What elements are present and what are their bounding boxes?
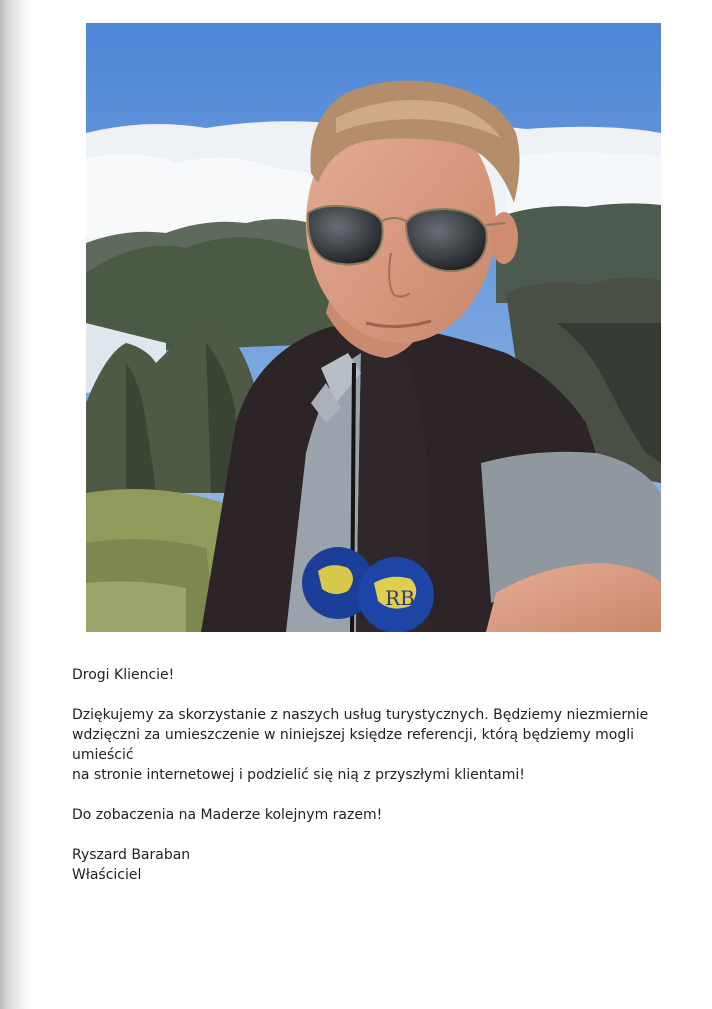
document-page: [30, 0, 712, 1009]
selfie-photo: [86, 23, 661, 632]
letter-closing: Do zobaczenia na Maderze kolejnym razem!: [72, 807, 383, 823]
letter-greeting: Drogi Kliencie!: [72, 667, 175, 683]
letter-body: [72, 705, 682, 785]
letter-body-line: na stronie internetowej i podzielić się nią z przyszłymi klientami!: [72, 767, 525, 783]
letter-body-line: wdzięczni za umieszczenie w niniejszej księdze referencji, którą będziemy mogli umieścić: [72, 727, 635, 763]
photo-illustration: [86, 23, 661, 632]
badge-text: RB: [385, 586, 415, 610]
page-edge-shadow: [0, 0, 30, 1009]
letter-signature: [72, 845, 682, 885]
thank-you-letter: [72, 665, 682, 885]
letter-body-line: Dziękujemy za skorzystanie z naszych usług turystycznych. Będziemy niezmiernie: [72, 707, 649, 723]
signature-name: Ryszard Baraban: [72, 847, 191, 863]
signature-title: Właściciel: [72, 867, 142, 883]
